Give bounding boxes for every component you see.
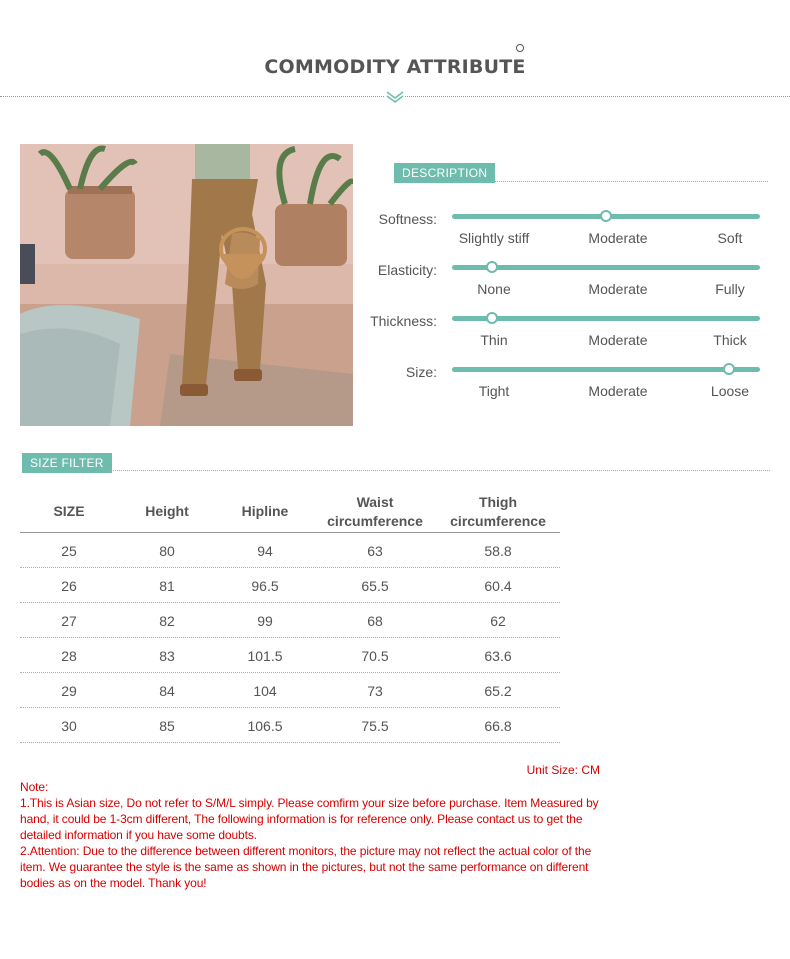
table-cell: 66.8: [484, 717, 512, 734]
table-cell: 30: [61, 717, 77, 734]
table-row: [20, 638, 560, 673]
size-option-mid: Moderate: [588, 383, 648, 399]
table-cell: 65.2: [484, 682, 512, 699]
size-option-low: Tight: [478, 383, 510, 399]
thickness-option-mid: Moderate: [588, 332, 648, 348]
table-cell: 73: [367, 682, 383, 699]
table-cell: 27: [61, 612, 77, 629]
column-header-height: Height: [145, 503, 189, 519]
table-cell: 28: [61, 647, 77, 664]
thickness-option-high: Thick: [713, 332, 747, 348]
table-cell: 83: [159, 647, 175, 664]
note-item-2: 2.Attention: Due to the difference between different monitors, the picture may not reflect the actual color of the item. We guarantee the style is the same as shown in the pictures, but not the same performance on different bodies as on the model. Thank you!: [20, 844, 592, 890]
table-cell: 82: [159, 612, 175, 629]
note-heading: Note:: [20, 780, 49, 794]
table-cell: 84: [159, 682, 175, 699]
softness-knob: [600, 210, 612, 222]
column-header-waist: Waist circumference: [327, 493, 423, 529]
table-cell: 101.5: [247, 647, 283, 664]
thickness-option-low: Thin: [480, 332, 508, 348]
table-cell: 96.5: [251, 577, 279, 594]
table-cell: 81: [159, 577, 175, 594]
thickness-knob: [486, 312, 498, 324]
table-cell: 58.8: [484, 542, 512, 559]
size-option-high: Loose: [710, 383, 750, 399]
table-cell: 75.5: [361, 717, 389, 734]
table-cell: 80: [159, 542, 175, 559]
description-divider: [492, 181, 768, 182]
elasticity-option-low: None: [477, 281, 511, 297]
size-track: [452, 367, 760, 372]
table-row: [20, 533, 560, 568]
table-header-row: [20, 490, 560, 533]
table-cell: 70.5: [361, 647, 389, 664]
table-cell: 94: [257, 542, 273, 559]
table-cell: 25: [61, 542, 77, 559]
table-row: [20, 568, 560, 603]
table-cell: 29: [61, 682, 77, 699]
column-header-size: SIZE: [53, 503, 85, 519]
softness-option-mid: Moderate: [588, 230, 648, 246]
table-row: [20, 673, 560, 708]
size-knob: [723, 363, 735, 375]
page-title: COMMODITY ATTRIBUTE: [264, 56, 526, 78]
elasticity-option-high: Fully: [715, 281, 745, 297]
elasticity-knob: [486, 261, 498, 273]
table-row: [20, 603, 560, 638]
table-cell: 63.6: [484, 647, 512, 664]
thickness-label: Thickness:: [370, 313, 437, 329]
table-cell: 62: [490, 612, 506, 629]
softness-option-low: Slightly stiff: [458, 230, 530, 246]
note-item-1: 1.This is Asian size, Do not refer to S/M/L simply. Please comfirm your size before purchase. Item Measured by hand, it could be 1-3cm different, The following information is for reference only. Please contact us to get the detailed information if you have some doubts.: [20, 796, 599, 842]
table-cell: 26: [61, 577, 77, 594]
column-header-thigh: Thigh circumference: [450, 493, 546, 529]
degree-mark: [516, 44, 524, 52]
table-cell: 68: [367, 612, 383, 629]
double-chevron-down-icon: [385, 89, 405, 105]
elasticity-option-mid: Moderate: [588, 281, 648, 297]
elasticity-track: [452, 265, 760, 270]
table-cell: 60.4: [484, 577, 512, 594]
table-cell: 106.5: [247, 717, 283, 734]
product-photo: [20, 144, 353, 426]
size-label: Size:: [405, 364, 437, 380]
table-cell: 65.5: [361, 577, 389, 594]
table-row: [20, 708, 560, 743]
softness-label: Softness:: [378, 211, 437, 227]
description-tag: DESCRIPTION: [394, 163, 495, 183]
elasticity-label: Elasticity:: [377, 262, 437, 278]
table-cell: 104: [253, 682, 277, 699]
size-filter-divider: [108, 470, 770, 471]
softness-option-high: Soft: [717, 230, 743, 246]
unit-size-label: Unit Size: CM: [526, 763, 600, 777]
column-header-hipline: Hipline: [241, 503, 289, 519]
size-filter-tag: SIZE FILTER: [22, 453, 112, 473]
thickness-track: [452, 316, 760, 321]
table-cell: 63: [367, 542, 383, 559]
table-cell: 99: [257, 612, 273, 629]
table-cell: 85: [159, 717, 175, 734]
